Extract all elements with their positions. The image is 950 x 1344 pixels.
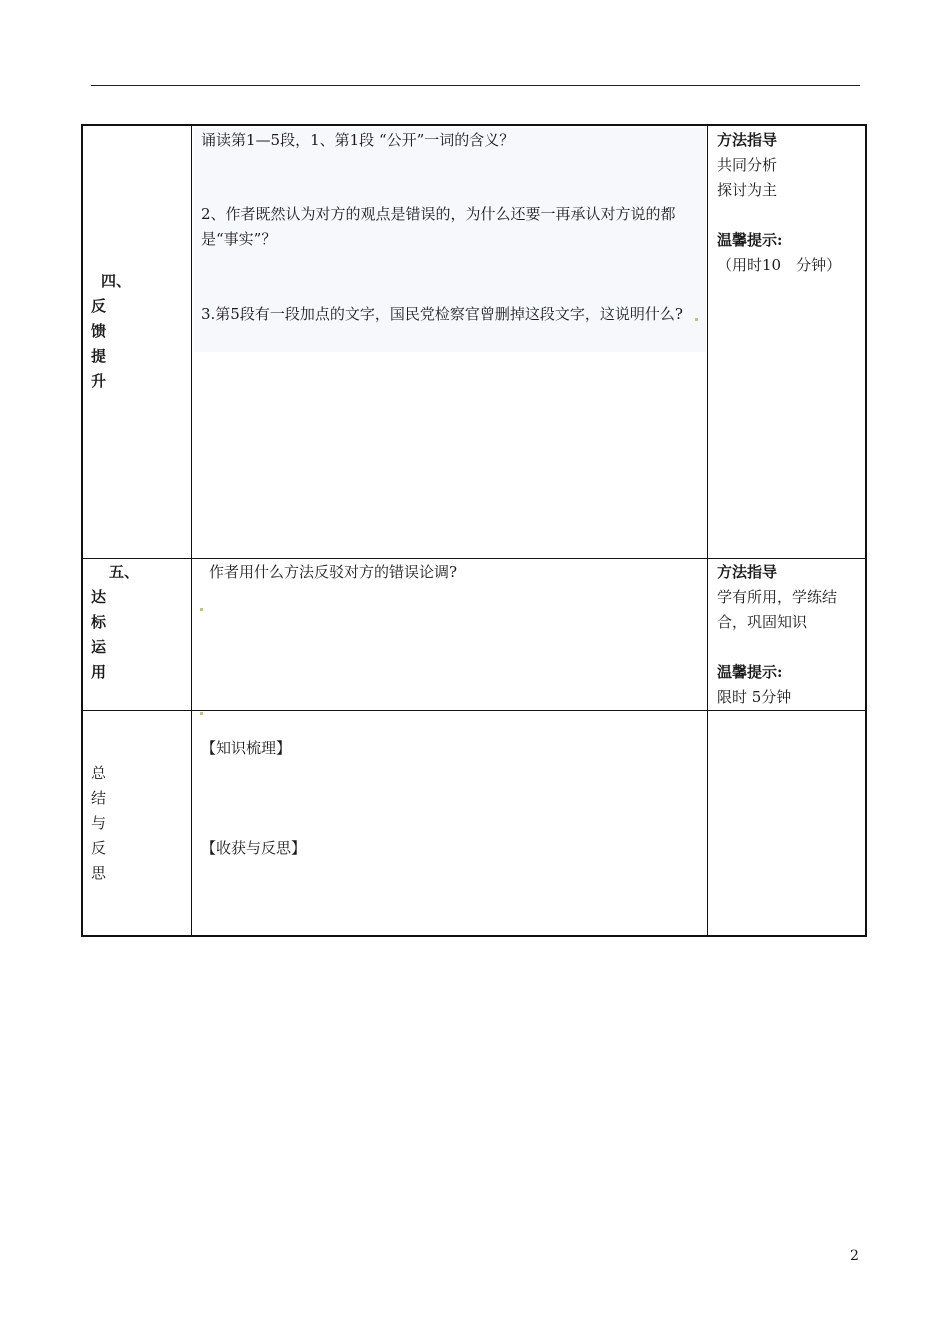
column-divider [707,126,708,935]
tip-title: 温馨提示: [717,231,783,249]
tip-text: （用时10 分钟） [717,256,842,274]
question-apply: 作者用什么方法反驳对方的错误论调? [209,563,458,581]
method-line: 探讨为主 [717,181,778,199]
question-3: 3.第5段有一段加点的文字，国民党检察官曾删掉这段文字，这说明什么? [201,305,683,323]
marker-dot [200,712,203,715]
row-divider [83,710,865,711]
method-line: 学有所用，学练结 [717,588,838,606]
knowledge-review-heading: 【知识梳理】 [201,739,292,757]
section-5-side-notes [717,560,867,710]
section-4-side-notes [717,128,867,278]
question-1: 诵读第1—5段，1、第1段 “公开”一词的含义？ [201,131,515,149]
marker-dot [695,318,698,321]
header-rule [91,85,860,86]
lesson-table [81,124,867,937]
question-2: 2、作者既然认为对方的观点是错误的，为什么还要一再承认对方说的都是“事实”？ [201,205,676,248]
method-line: 共同分析 [717,156,778,174]
section-4-label: 四、 反 馈 提 升 [91,272,132,390]
tip-text: 限时 5分钟 [717,688,792,706]
method-title: 方法指导 [717,131,778,149]
row-divider [83,558,865,559]
reflection-heading: 【收获与反思】 [201,839,307,857]
section-5-label: 五、 达 标 运 用 [91,563,140,681]
column-divider [191,126,192,935]
method-title: 方法指导 [717,563,778,581]
summary-label: 总 结 与 反 思 [91,764,107,882]
tip-title: 温馨提示: [717,663,783,681]
method-line: 合，巩固知识 [717,613,808,631]
marker-dot [200,608,203,611]
page-number: 2 [850,1248,859,1264]
